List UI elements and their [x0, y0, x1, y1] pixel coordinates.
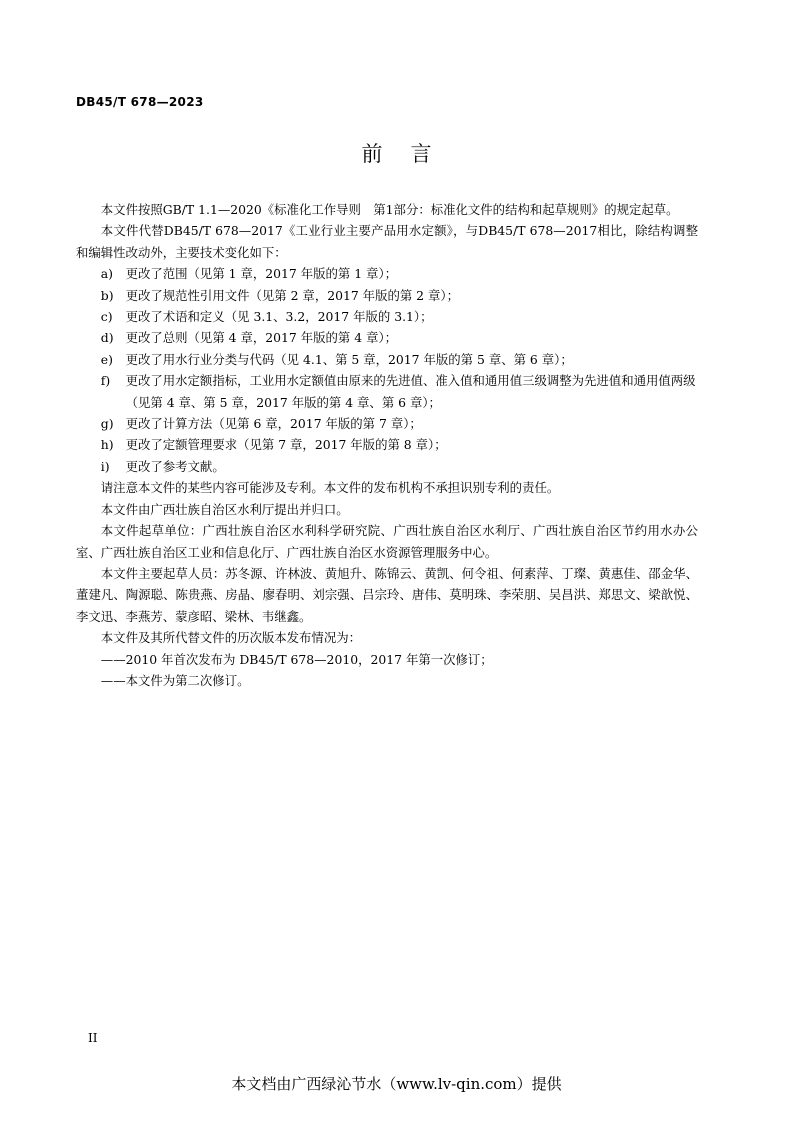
list-item-text: 更改了范围（见第 1 章，2017 年版的第 1 章）； — [125, 266, 398, 282]
list-item-text: 更改了规范性引用文件（见第 2 章，2017 年版的第 2 章）； — [125, 287, 459, 303]
page-number: II — [88, 1031, 98, 1045]
list-item-text: 更改了术语和定义（见 3.1、3.2，2017 年版的 3.1）； — [125, 309, 433, 325]
list-item — [76, 413, 698, 434]
list-item-text: 更改了用水定额指标，工业用水定额值由原来的先进值、准入值和通用值三级调整为先进值和通用值两级（见第 4 章、第 5 章，2017 年版的第 4 章、第 6 章）； — [125, 373, 696, 410]
list-marker: g) — [100, 416, 114, 432]
document-code: DB45/T 678—2023 — [76, 95, 204, 109]
list-marker: c) — [100, 309, 113, 325]
list-item — [76, 327, 698, 348]
list-item-text: 更改了参考文献。 — [125, 458, 225, 474]
paragraph-patent-notice: 请注意本文件的某些内容可能涉及专利。本文件的发布机构不承担识别专利的责任。 — [100, 480, 560, 496]
paragraph-replacement: 本文件代替DB45/T 678—2017《工业行业主要产品用水定额》，与DB45/T 678—2017相比，除结构调整和编辑性改动外，主要技术变化如下： — [76, 223, 698, 260]
list-marker: f) — [100, 373, 111, 389]
footer-note: 本文档由广西绿沁节水（www.lv-qin.com）提供 — [231, 1075, 562, 1093]
list-item — [76, 370, 698, 413]
paragraph-drafters: 本文件主要起草人员：苏冬源、许林波、黄旭升、陈锦云、黄凯、何令祖、何素萍、丁璨、黄惠佳、邵金华、董建凡、陶源聪、陈贵燕、房晶、廖春明、刘宗强、吕宗玲、唐伟、莫明珠、李荣朋、吴昌洪、郑思文、梁歆悦、李文迅、李燕芳、蒙彦昭、梁林、韦继鑫。 — [76, 565, 698, 624]
page-title: 前言 — [361, 142, 460, 166]
paragraph-history-intro: 本文件及其所代替文件的历次版本发布情况为： — [100, 630, 361, 646]
list-item — [76, 434, 698, 455]
paragraph-drafting-units: 本文件起草单位：广西壮族自治区水利科学研究院、广西壮族自治区水利厅、广西壮族自治区节约用水办公室、广西壮族自治区工业和信息化厅、广西壮族自治区水资源管理服务中心。 — [76, 523, 698, 560]
changes-list — [76, 263, 698, 477]
paragraph-history-item-2: ——本文件为第二次修订。 — [100, 672, 250, 688]
list-item-text: 更改了用水行业分类与代码（见 4.1、第 5 章，2017 年版的第 5 章、第 6 章）； — [125, 351, 573, 367]
list-item — [76, 263, 698, 284]
list-item-text: 更改了总则（见第 4 章，2017 年版的第 4 章）； — [125, 330, 398, 346]
list-item-text: 更改了定额管理要求（见第 7 章，2017 年版的第 8 章）； — [125, 437, 447, 453]
list-item — [76, 306, 698, 327]
list-marker: i) — [100, 458, 110, 474]
list-marker: h) — [100, 437, 114, 453]
list-marker: b) — [100, 287, 114, 303]
list-item — [76, 349, 698, 370]
list-item-text: 更改了计算方法（见第 6 章，2017 年版的第 7 章）； — [125, 416, 422, 432]
paragraph-proposer: 本文件由广西壮族自治区水利厅提出并归口。 — [100, 501, 349, 517]
main-content — [76, 199, 698, 691]
paragraph-drafting-rule: 本文件按照GB/T 1.1—2020《标准化工作导则 第1部分：标准化文件的结构和起草规则》的规定起草。 — [100, 202, 679, 217]
list-marker: a) — [100, 266, 114, 282]
list-marker: e) — [100, 351, 113, 367]
list-item — [76, 285, 698, 306]
paragraph-history-item-1: ——2010 年首次发布为 DB45/T 678—2010，2017 年第一次修订； — [100, 651, 493, 667]
list-marker: d) — [100, 330, 114, 346]
list-item — [76, 456, 698, 477]
